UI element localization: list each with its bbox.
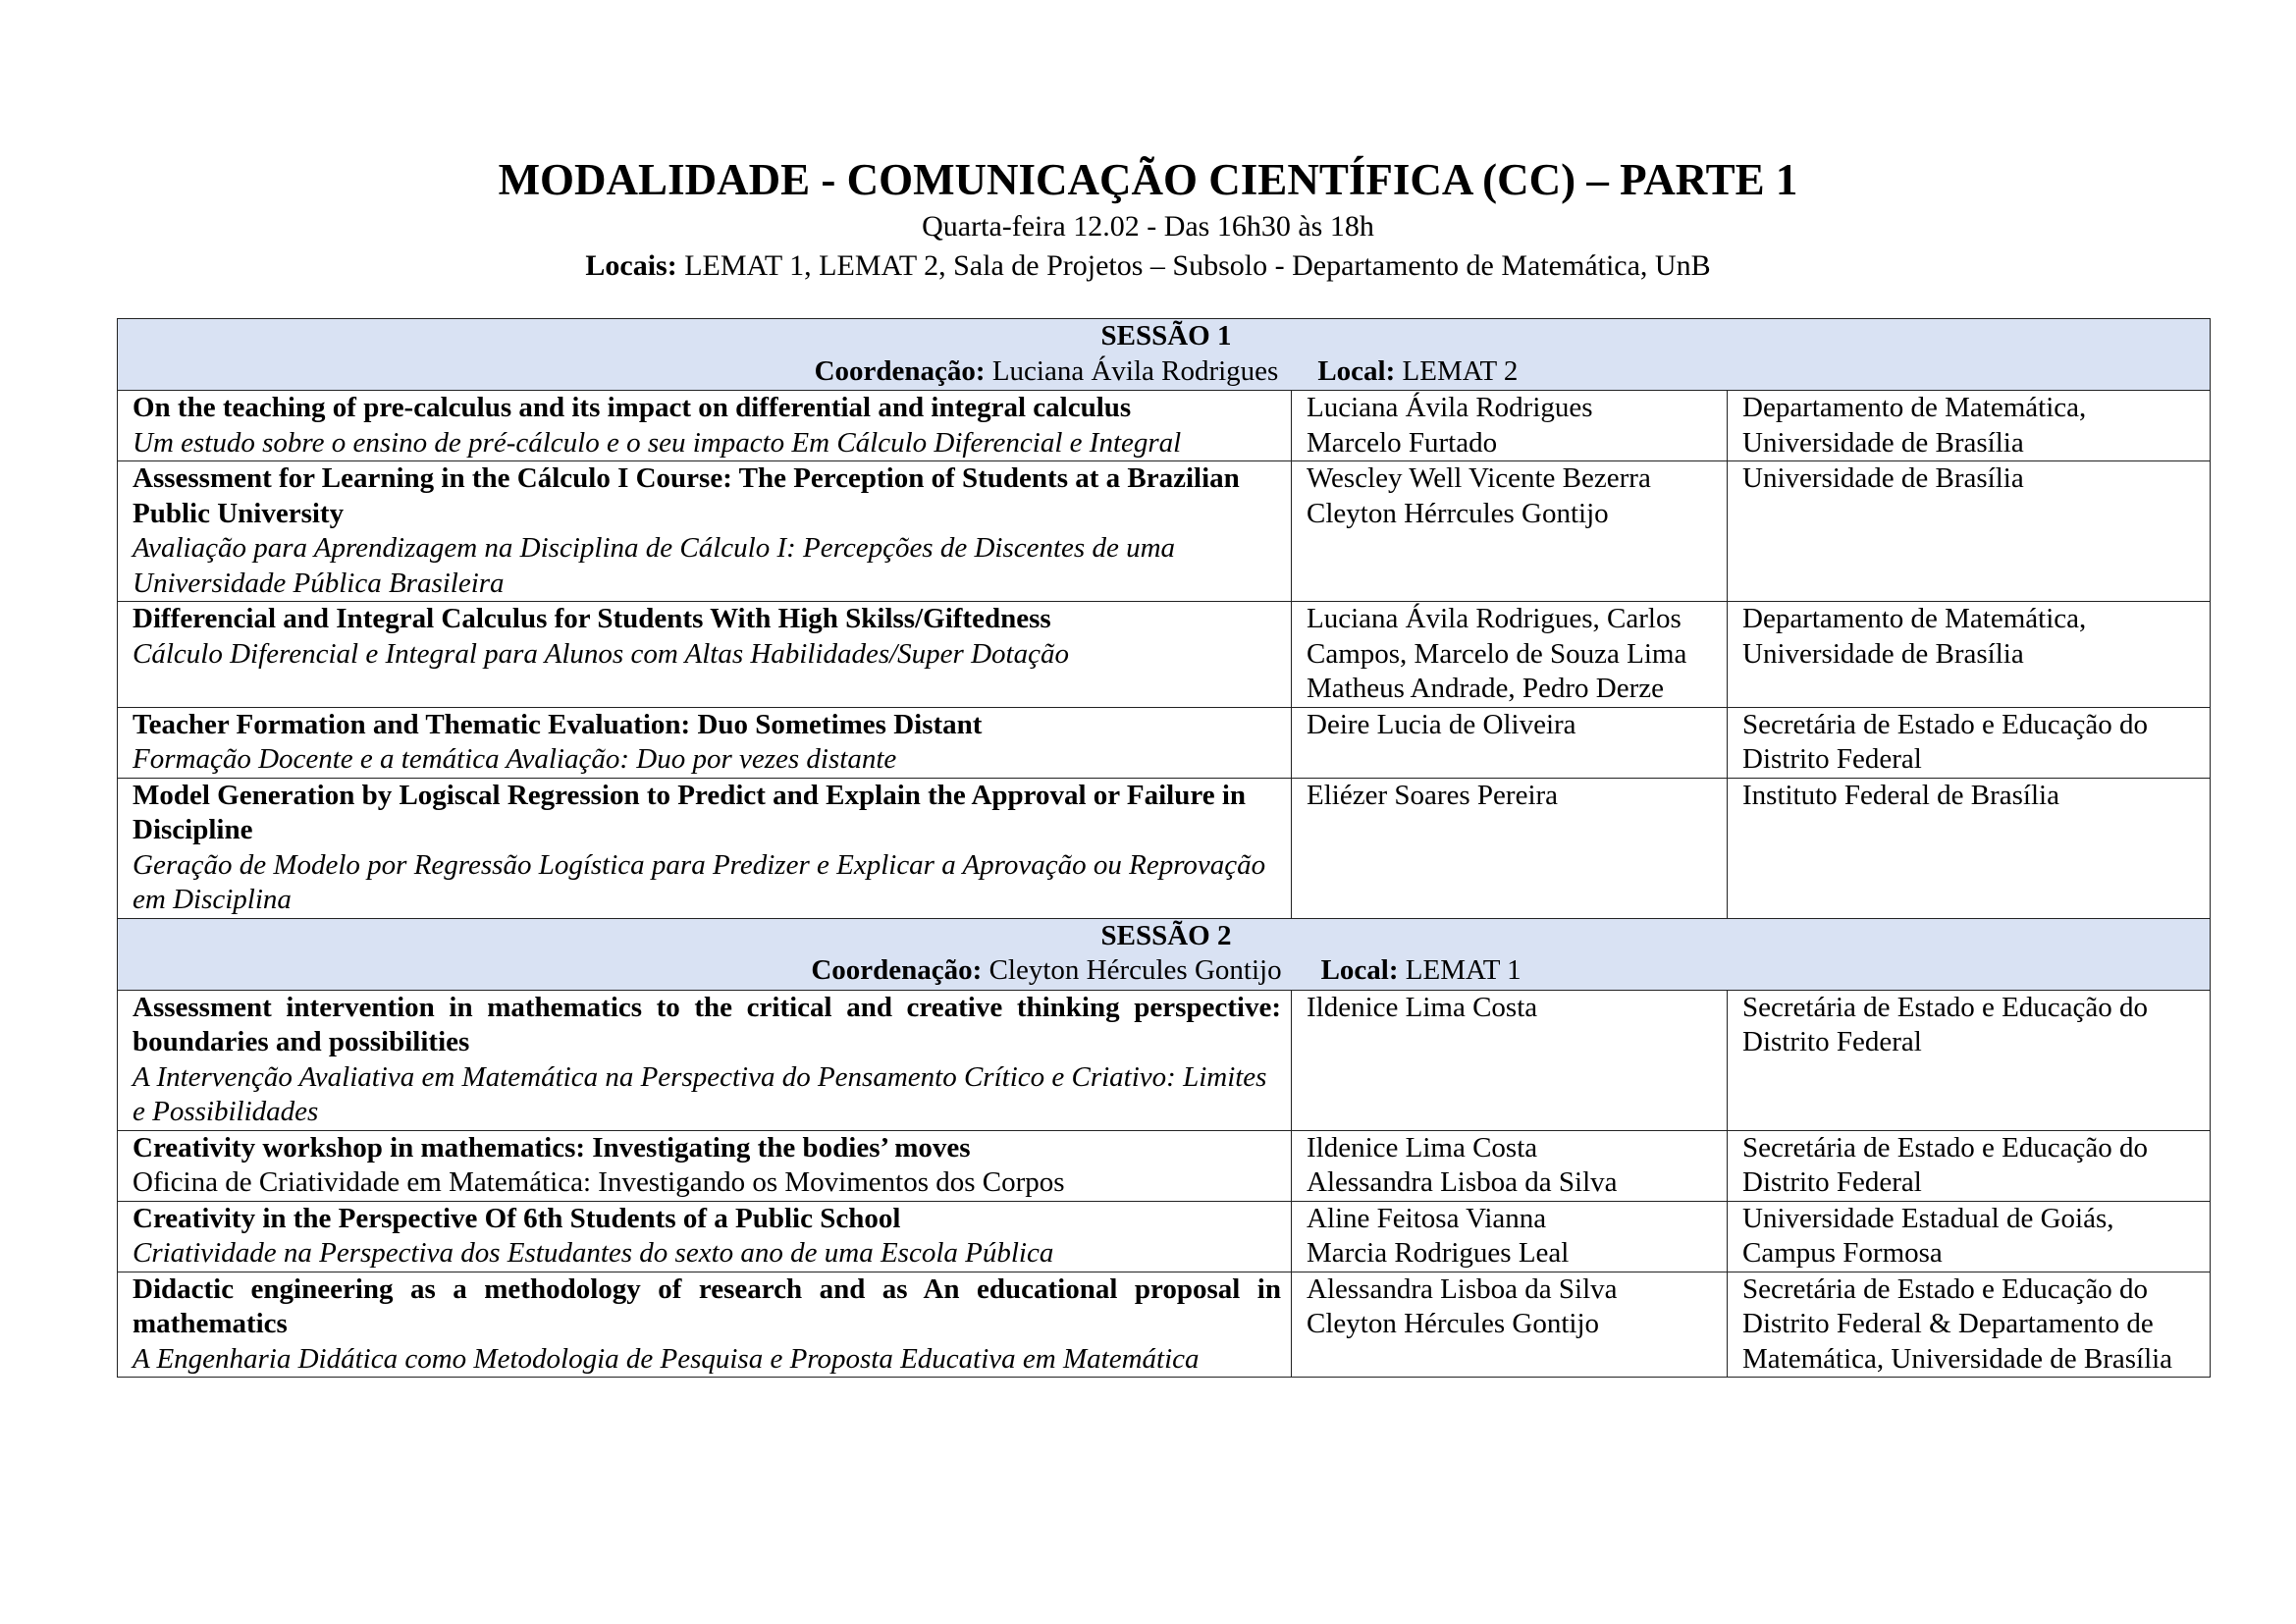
institution-line: Matemática, Universidade de Brasília bbox=[1742, 1342, 2173, 1375]
institution-line: Instituto Federal de Brasília bbox=[1742, 779, 2059, 811]
local-value: LEMAT 1 bbox=[1398, 954, 1522, 986]
institution-line: Campus Formosa bbox=[1742, 1237, 1943, 1269]
authors-cell bbox=[1292, 990, 1728, 1130]
institution-cell bbox=[1728, 990, 2211, 1130]
document-header bbox=[0, 152, 2296, 286]
author: Campos, Marcelo de Souza Lima bbox=[1307, 637, 1687, 670]
table-row bbox=[118, 1130, 2211, 1201]
institution-line: Distrito Federal bbox=[1742, 1166, 1922, 1198]
authors-cell bbox=[1292, 707, 1728, 778]
title-english: Teacher Formation and Thematic Evaluation: Duo Sometimes Distant bbox=[133, 708, 983, 740]
coordinator-name: Cleyton Hércules Gontijo bbox=[982, 954, 1282, 986]
author: Alessandra Lisboa da Silva bbox=[1307, 1166, 1618, 1198]
title-cell bbox=[118, 1130, 1292, 1201]
table-row bbox=[118, 1272, 2211, 1378]
institution-line: Secretária de Estado e Educação do bbox=[1742, 1272, 2149, 1305]
title-cell bbox=[118, 990, 1292, 1130]
institution-cell bbox=[1728, 461, 2211, 602]
author: Aline Feitosa Vianna bbox=[1307, 1202, 1547, 1234]
table-row bbox=[118, 778, 2211, 918]
author: Cleyton Hércules Gontijo bbox=[1307, 1308, 1600, 1339]
title-cell bbox=[118, 1201, 1292, 1272]
table-row bbox=[118, 1201, 2211, 1272]
title-english: On the teaching of pre-calculus and its impact on differential and integral calculus bbox=[133, 392, 1132, 423]
title-cell bbox=[118, 1272, 1292, 1378]
title-cell bbox=[118, 391, 1292, 461]
session-name: SESSÃO 1 bbox=[1100, 320, 1232, 352]
author: Eliézer Soares Pereira bbox=[1307, 779, 1559, 811]
author: Luciana Ávila Rodrigues, Carlos bbox=[1307, 603, 1682, 634]
author: Marcia Rodrigues Leal bbox=[1307, 1237, 1570, 1269]
institution-line: Universidade de Brasília bbox=[1742, 462, 2024, 494]
institution-line: Universidade de Brasília bbox=[1742, 426, 2024, 459]
local-label: Local: bbox=[1317, 354, 1396, 387]
title-portuguese: A Intervenção Avaliativa em Matemática na Perspectiva do Pensamento Crítico e Criativo: Limites e Possibilidades bbox=[133, 1060, 1267, 1127]
institution-line: Secretária de Estado e Educação do bbox=[1742, 991, 2149, 1023]
coordination-label: Coordenação: bbox=[811, 954, 983, 986]
institution-cell bbox=[1728, 707, 2211, 778]
title-english: Differencial and Integral Calculus for Students With High Skilss/Giftedness bbox=[133, 603, 1051, 634]
authors-cell bbox=[1292, 1272, 1728, 1378]
institution-cell bbox=[1728, 1201, 2211, 1272]
author: Alessandra Lisboa da Silva bbox=[1307, 1272, 1618, 1305]
author: Luciana Ávila Rodrigues bbox=[1307, 392, 1593, 423]
title-portuguese: Cálculo Diferencial e Integral para Alunos com Altas Habilidades/Super Dotação bbox=[133, 637, 1069, 670]
authors-cell bbox=[1292, 391, 1728, 461]
table-row bbox=[118, 461, 2211, 602]
session-header bbox=[118, 918, 2211, 990]
institution-line: Secretária de Estado e Educação do bbox=[1742, 708, 2149, 740]
title-english: Creativity workshop in mathematics: Investigating the bodies’ moves bbox=[133, 1131, 971, 1164]
author: Marcelo Furtado bbox=[1307, 426, 1498, 459]
title-portuguese: A Engenharia Didática como Metodologia de Pesquisa e Proposta Educativa em Matemática bbox=[133, 1342, 1200, 1375]
title-english: Model Generation by Logiscal Regression to Predict and Explain the Approval or Failure in Discipline bbox=[133, 779, 1247, 845]
date-time-line: Quarta-feira 12.02 - Das 16h30 às 18h bbox=[922, 210, 1374, 243]
title-cell bbox=[118, 461, 1292, 602]
title-english: Assessment intervention in mathematics to the critical and creative thinking perspective: boundaries and possibilities bbox=[133, 991, 1281, 1057]
locations-line bbox=[0, 246, 2296, 286]
institution-line: Distrito Federal bbox=[1742, 1026, 1922, 1057]
author: Ildenice Lima Costa bbox=[1307, 1131, 1538, 1164]
institution-line: Distrito Federal bbox=[1742, 743, 1922, 775]
author: Ildenice Lima Costa bbox=[1307, 991, 1538, 1023]
session-coordination bbox=[133, 354, 2200, 390]
title-portuguese: Oficina de Criatividade em Matemática: Investigando os Movimentos dos Corpos bbox=[133, 1166, 1065, 1198]
coordination-label: Coordenação: bbox=[814, 354, 986, 387]
local-label: Local: bbox=[1320, 954, 1399, 986]
author: Wescley Well Vicente Bezerra bbox=[1307, 462, 1651, 494]
title-portuguese: Um estudo sobre o ensino de pré-cálculo e o seu impacto Em Cálculo Diferencial e Integral bbox=[133, 426, 1182, 459]
institution-cell bbox=[1728, 1272, 2211, 1378]
institution-line: Departamento de Matemática, bbox=[1742, 392, 2087, 423]
title-portuguese: Formação Docente e a temática Avaliação: Duo por vezes distante bbox=[133, 743, 897, 775]
session-name: SESSÃO 2 bbox=[1100, 919, 1232, 951]
author: Matheus Andrade, Pedro Derze bbox=[1307, 673, 1664, 704]
title-english: Assessment for Learning in the Cálculo I Course: The Perception of Students at a Brazilian Public University bbox=[133, 462, 1240, 529]
table-row bbox=[118, 602, 2211, 708]
institution-line: Distrito Federal & Departamento de bbox=[1742, 1308, 2154, 1339]
authors-cell bbox=[1292, 461, 1728, 602]
author: Cleyton Hérrcules Gontijo bbox=[1307, 497, 1609, 529]
title-portuguese: Criatividade na Perspectiva dos Estudantes do sexto ano de uma Escola Pública bbox=[133, 1237, 1054, 1269]
institution-line: Secretária de Estado e Educação do bbox=[1742, 1131, 2149, 1164]
locations-value: LEMAT 1, LEMAT 2, Sala de Projetos – Subsolo - Departamento de Matemática, UnB bbox=[676, 249, 1711, 282]
authors-cell bbox=[1292, 602, 1728, 708]
title-cell bbox=[118, 602, 1292, 708]
title-portuguese: Geração de Modelo por Regressão Logística para Predizer e Explicar a Aprovação ou Reprovação em Disciplina bbox=[133, 848, 1266, 915]
title-english: Creativity in the Perspective Of 6th Students of a Public School bbox=[133, 1202, 901, 1234]
session-coordination bbox=[133, 953, 2200, 989]
page-title: MODALIDADE - COMUNICAÇÃO CIENTÍFICA (CC) – PARTE 1 bbox=[498, 155, 1798, 204]
title-cell bbox=[118, 778, 1292, 918]
table-row bbox=[118, 990, 2211, 1130]
institution-cell bbox=[1728, 602, 2211, 708]
authors-cell bbox=[1292, 1201, 1728, 1272]
locations-label: Locais: bbox=[585, 249, 677, 282]
session-header bbox=[118, 319, 2211, 391]
schedule-table bbox=[117, 318, 2211, 1378]
institution-line: Departamento de Matemática, bbox=[1742, 603, 2087, 634]
institution-cell bbox=[1728, 391, 2211, 461]
authors-cell bbox=[1292, 1130, 1728, 1201]
title-english: Didactic engineering as a methodology of research and as An educational proposal in mathematics bbox=[133, 1272, 1281, 1339]
institution-cell bbox=[1728, 1130, 2211, 1201]
title-cell bbox=[118, 707, 1292, 778]
coordinator-name: Luciana Ávila Rodrigues bbox=[985, 354, 1279, 387]
authors-cell bbox=[1292, 778, 1728, 918]
institution-line: Universidade Estadual de Goiás, bbox=[1742, 1202, 2114, 1234]
author: Deire Lucia de Oliveira bbox=[1307, 708, 1576, 740]
table-row bbox=[118, 391, 2211, 461]
institution-cell bbox=[1728, 778, 2211, 918]
institution-line: Universidade de Brasília bbox=[1742, 637, 2024, 670]
local-value: LEMAT 2 bbox=[1395, 354, 1519, 387]
title-portuguese: Avaliação para Aprendizagem na Disciplina de Cálculo I: Percepções de Discentes de uma Universidade Pública Brasileira bbox=[133, 532, 1176, 599]
table-row bbox=[118, 707, 2211, 778]
